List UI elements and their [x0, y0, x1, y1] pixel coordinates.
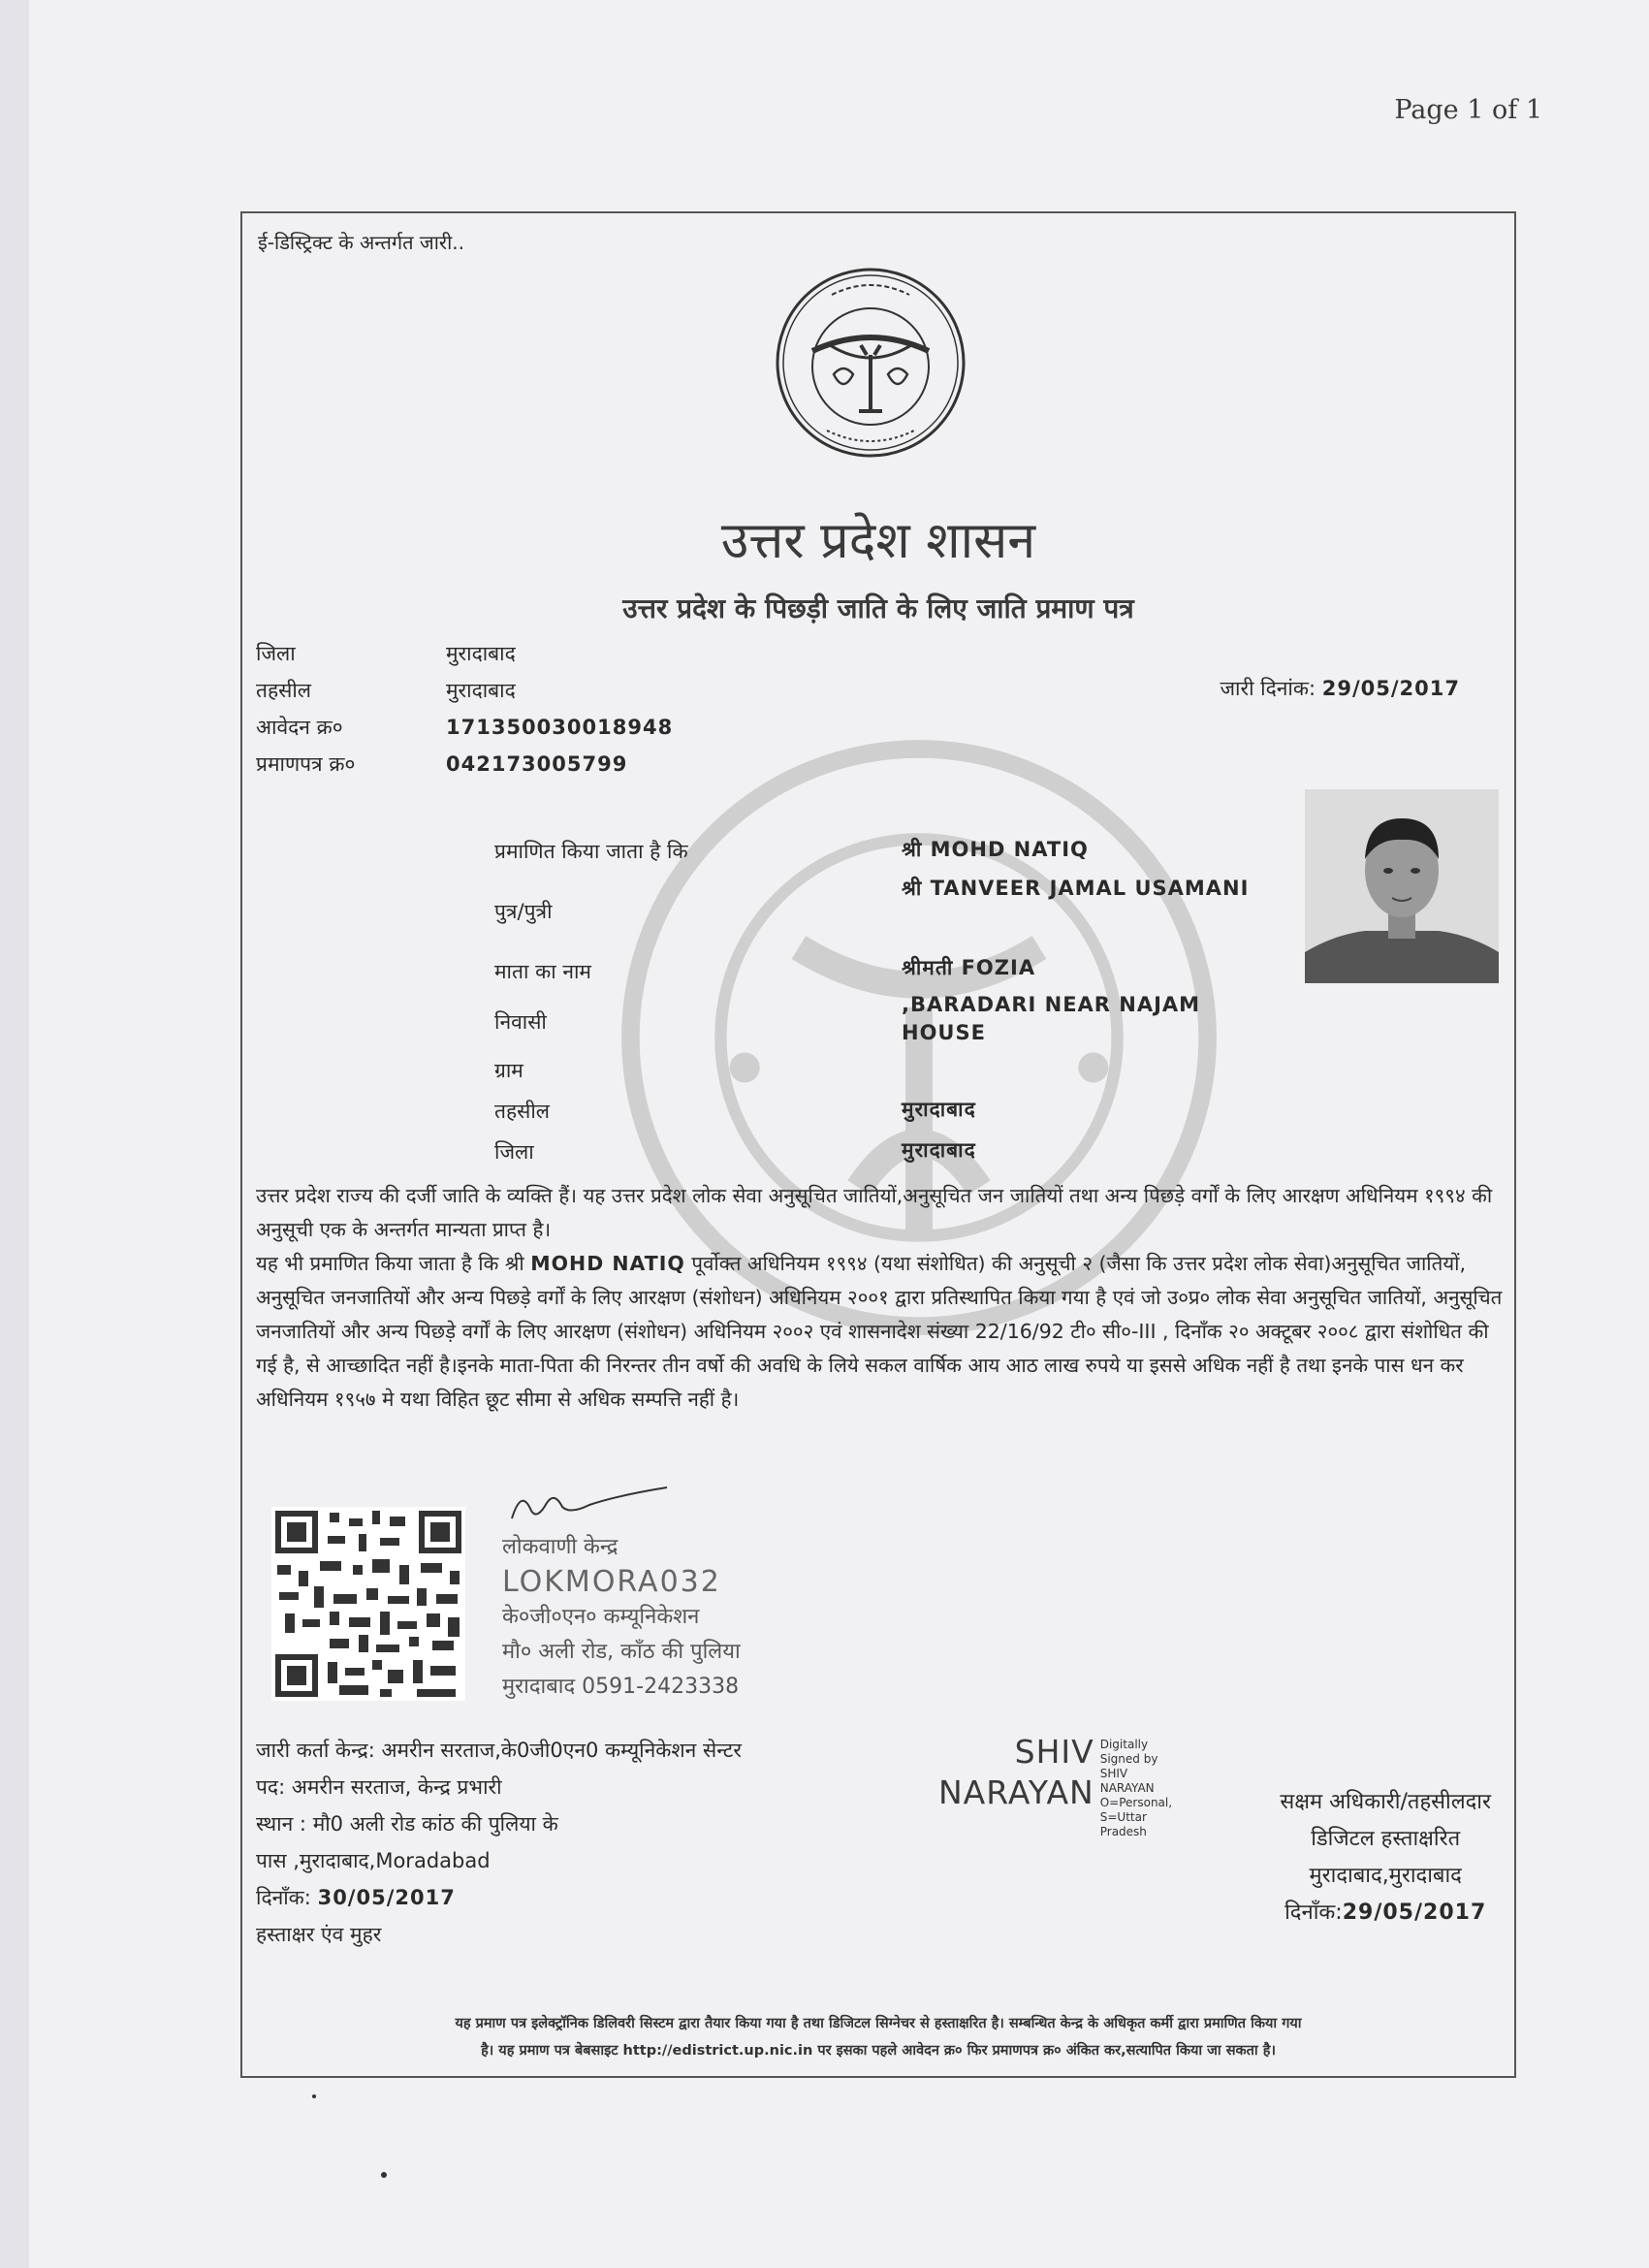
issue-date [1220, 675, 1460, 702]
issuer-date-label: दिनाँक: [256, 1886, 311, 1909]
issuer-center: जारी कर्ता केन्द्र: अमरीन सरताज,के0जी0एन0 कम्यूनिकेशन सेन्टर [256, 1739, 742, 1762]
certificate-subtitle: उत्तर प्रदेश के पिछड़ी जाति के लिए जाति प्रमाण पत्र [622, 592, 1134, 624]
body-paragraph-2 [256, 1247, 1506, 1417]
address-value: ,BARADARI NEAR NAJAM HOUSE [902, 993, 1201, 1044]
authority-date-value: 29/05/2017 [1342, 1901, 1487, 1925]
sig-detail-line: Signed by [1099, 1752, 1158, 1766]
issued-under-note: ई-डिस्ट्रिक्ट के अन्तर्गत जारी.. [258, 231, 464, 254]
district-value: मुरादाबाद [902, 1138, 976, 1162]
ink-mark [312, 2094, 316, 2098]
meta-value: 171350030018948 [446, 716, 674, 739]
body-paragraph-1: उत्तर प्रदेश राज्य की दर्जी जाति के व्यक्ति हैं। यह उत्तर प्रदेश लोक सेवा अनुसूचित जातियों,अनुसूचित जन जातियों तथा अन्य पिछड़े वर्गों के लिए आरक्षण अधिनियम १९९४ की अनुसूची एक के अन्तर्गत मान्यता प्राप्त है। [256, 1184, 1493, 1241]
sig-detail-line: S=Uttar [1099, 1810, 1147, 1824]
up-government-emblem [774, 266, 967, 460]
issuer-date-value: 30/05/2017 [317, 1886, 456, 1909]
page-number: Page 1 of 1 [1394, 95, 1542, 125]
applicant-photo [1305, 789, 1499, 983]
body-p2-start: यह भी प्रमाणित किया जाता है कि श्री [256, 1252, 524, 1275]
issuer-sign-label: हस्ताक्षर एंव मुहर [256, 1923, 382, 1946]
meta-value: मुरादाबाद [446, 679, 516, 702]
certificate-title: उत्तर प्रदेश शासन [720, 512, 1036, 570]
authority-date [1280, 1895, 1491, 1932]
meta-label: जिला [256, 642, 296, 665]
body-p2-end: पूर्वोक्त अधिनियम १९९४ (यथा संशोधित) की अनुसूची २ (जैसा कि उत्तर प्रदेश लोक सेवा)अनुसूचित जातियों, अनुसूचित जनजातियों और अन्य पिछड़े वर्गों के लिए आरक्षण (संशोधन) अधिनियम २००१ द्वारा प्रतिस्थापित किया गया है एवं जो उ०प्र० लोक सेवा अनुसूचित जातियों, अनुसूचित जनजातियों और अन्य पिछड़े वर्गों के लिए आरक्षण (संशोधन) अधिनियम २००२ एवं शासनादेश संख्या 22/16/92 टी० सी०-III , दिनाँक २० अक्टूबर २००८ द्वारा संशोधित की गई है, से आच्छादित नहीं है।इनके माता-पिता की निरन्तर तीन वर्षो की अवधि के लिये सकल वार्षिक आय आठ लाख रुपये या इससे अधिक नहीं है तथा इनके पास धन कर अधिनियम १९५७ मे यथा विहित छूट सीमा से अधिक सम्पत्ति नहीं है। [256, 1252, 1503, 1411]
digital-signature-name-1: SHIV [1014, 1733, 1094, 1771]
child-of-label: पुत्र/पुत्री [494, 900, 553, 923]
issue-date-value: 29/05/2017 [1321, 677, 1460, 700]
footnote-line-2: है। यह प्रमाण पत्र बेबसाइट http://edistrict.up.nic.in पर इसका पहले आवेदन क्र० फिर प्रमाणपत्र क्र० अंकित कर,सत्यापित किया जा सकता है। [481, 2043, 1276, 2059]
stamp-center-phone: मुरादाबाद 0591-2423338 [502, 1675, 740, 1699]
authority-title: सक्षम अधिकारी/तहसीलदार [1280, 1790, 1491, 1814]
tehsil-value: मुरादाबाद [902, 1098, 976, 1121]
issuer-place-line-1: स्थान : मौ0 अली रोड कांठ की पुलिया के [256, 1812, 558, 1836]
meta-value: मुरादाबाद [446, 642, 516, 665]
stamp-center-address: मौ० अली रोड, काँठ की पुलिया [502, 1640, 741, 1664]
tehsil-label: तहसील [494, 1100, 550, 1123]
digital-signature-name-2: NARAYAN [938, 1773, 1094, 1811]
body-p2-name: MOHD NATIQ [530, 1252, 685, 1275]
issue-date-label: जारी दिनांक: [1220, 677, 1316, 700]
mother-name: श्रीमती FOZIA [902, 956, 1036, 979]
issuer-details [256, 1732, 742, 1953]
verification-qr-code [271, 1507, 465, 1701]
meta-label: तहसील [256, 679, 311, 702]
paper-edge [0, 0, 29, 2268]
resident-label: निवासी [494, 1010, 547, 1034]
footnote-line-1: यह प्रमाण पत्र इलेक्ट्रॉनिक डिलिवरी सिस्टम द्वारा तैयार किया गया है तथा डिजिटल सिग्नेचर से हस्ताक्षरित है। सम्बन्धित केन्द्र के अधिकृत कर्मी द्वारा प्रमाणित किया गया [455, 2016, 1302, 2031]
issuer-post: पद: अमरीन सरताज, केन्द्र प्रभारी [256, 1775, 502, 1799]
sig-detail-line: Pradesh [1099, 1825, 1147, 1838]
digital-signature-details [1100, 1738, 1172, 1839]
sig-detail-line: NARAYAN [1099, 1781, 1155, 1795]
authority-digital: डिजिटल हस्ताक्षरित [1311, 1827, 1461, 1851]
certify-label: प्रमाणित किया जाता है कि [494, 840, 688, 863]
certificate-body [256, 1179, 1506, 1417]
meta-district [256, 640, 516, 667]
applicant-name: श्री MOHD NATIQ [902, 838, 1089, 861]
stamp-center-code: LOKMORA032 [502, 1565, 721, 1599]
stamp-center-name: के०जी०एन० कम्यूनिकेशन [502, 1605, 700, 1629]
handwritten-signature [502, 1482, 677, 1526]
digital-signature [938, 1732, 1172, 1839]
meta-application-no [256, 714, 673, 741]
meta-tehsil [256, 677, 516, 704]
meta-label: आवेदन क्र० [256, 716, 343, 739]
village-label: ग्राम [494, 1059, 523, 1082]
verification-footnote [262, 2010, 1495, 2064]
father-name: श्री TANVEER JAMAL USAMANI [902, 877, 1250, 900]
sig-detail-line: O=Personal, [1099, 1796, 1173, 1809]
issuer-place-line-2: पास ,मुरादाबाद,Moradabad [256, 1849, 491, 1872]
mother-label: माता का नाम [494, 960, 591, 983]
authority-place: मुरादाबाद,मुरादाबाद [1309, 1864, 1462, 1888]
district-label: जिला [494, 1140, 534, 1164]
sig-detail-line: Digitally [1099, 1738, 1149, 1751]
competent-authority [1280, 1784, 1491, 1932]
meta-value: 042173005799 [446, 752, 628, 776]
issuer-date [256, 1879, 742, 1916]
stamp-center-type: लोकवाणी केन्द्र [502, 1535, 618, 1559]
certificate-frame [240, 211, 1516, 2078]
center-stamp [502, 1482, 774, 1705]
ink-mark [381, 2172, 387, 2178]
sig-detail-line: SHIV [1099, 1767, 1128, 1780]
meta-label: प्रमाणपत्र क्र० [256, 752, 356, 776]
authority-date-label: दिनाँक: [1284, 1901, 1343, 1925]
meta-certificate-no [256, 751, 627, 778]
